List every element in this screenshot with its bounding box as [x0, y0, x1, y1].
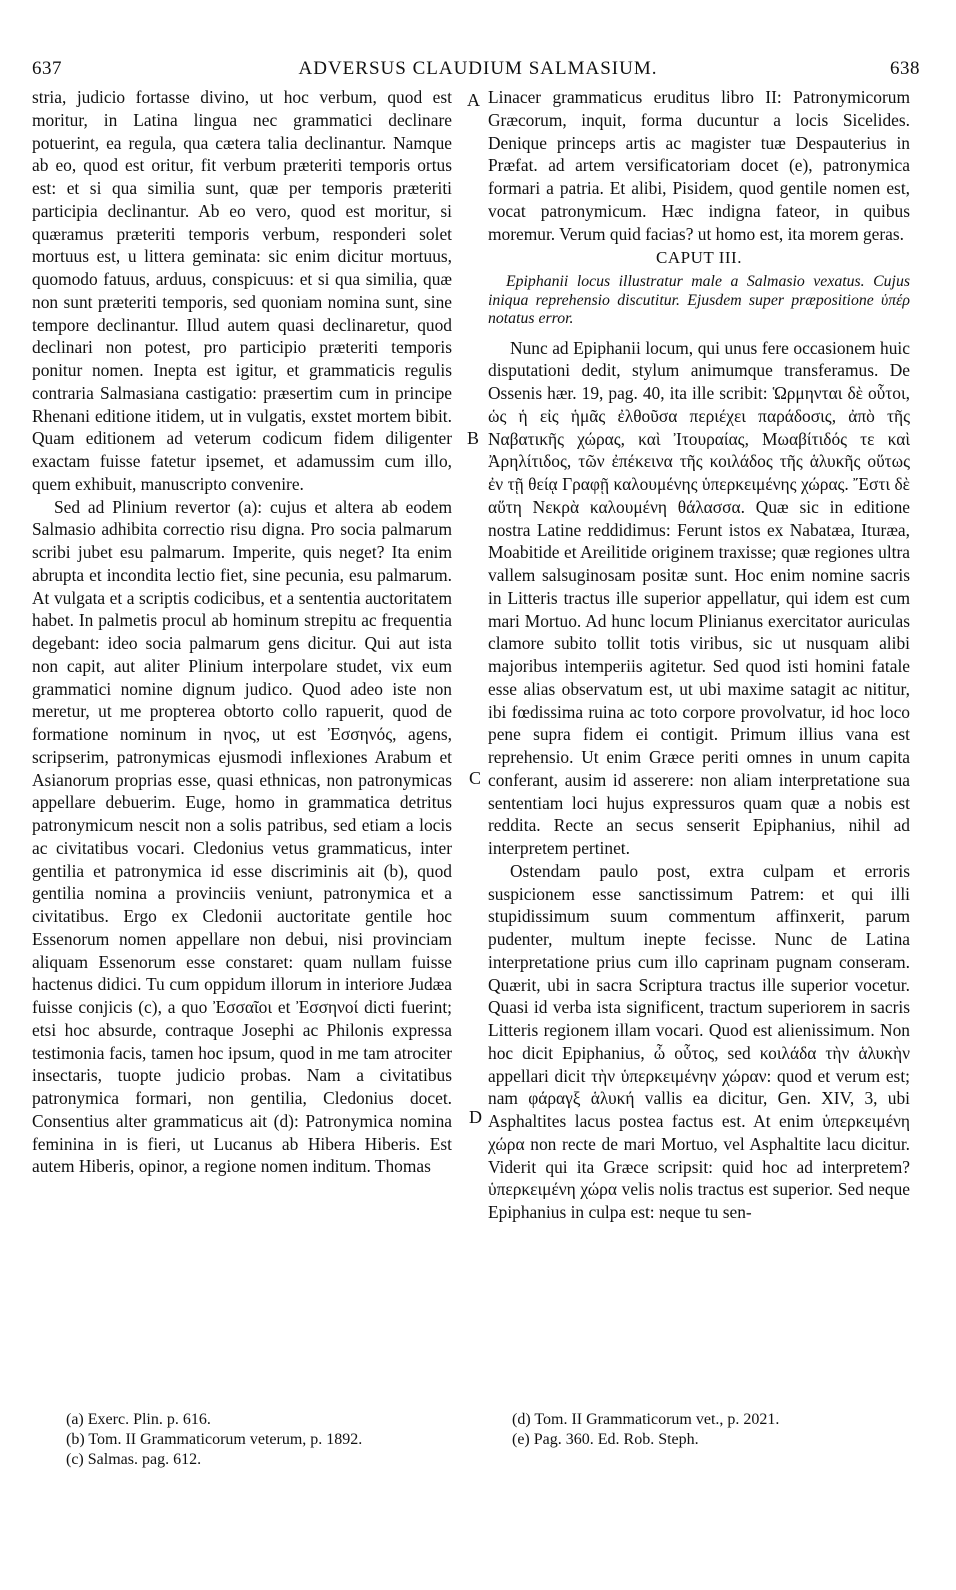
page-number-right: 638	[890, 58, 920, 79]
right-column	[488, 86, 910, 1224]
paragraph: Nunc ad Epiphanii locum, qui unus fere occasionem huic disputationi dedit, stylum animumque transferamus. De Ossenis hær. 19, pag. 40, ita ille scribit: Ὡρμηνται δὲ οὗτοι, ὡς ἡ εἰς ἡμᾶς ἐλθοῦσα περιέχει παράδοσις, ἀπὸ τῆς Ναβατικῆς χώρας, καὶ Ἰτουραίας, Μωαβίτιδός τε καὶ Ἀρηλίτιδος, τῶν ἐπέκεινα τῆς κοιλάδος τῆς ἁλυκῆς οὕτως ἐν τῇ θείᾳ Γραφῇ καλουμένης ὑπερκειμένης χώρας. Ἔστι δὲ αὕτη Νεκρὰ καλουμένη θάλασσα. Quæ sic in editione nostra Latine reddidimus: Ferunt istos ex Nabatæa, Ituræa, Moabitide et Areilitide originem traxisse; quæ regiones ultra vallem salsuginosam positæ sunt. Hoc enim nomine sacris in Litteris tractus ille superior appellatur, qui idem est cum mari Mortuo. Ad hunc locum Plinianus exercitator auriculas clamore subito tollit totis viribus, sic ut nusquam alibi majoribus intemperiis agitetur. Sed quod isti homini fatale esse alias observatum est, ut ubi maxime satagit ac nititur, ibi fœdissima ruina ac toto corpore provolvatur, id hoc loco pene supra fidem ei contigit. Primum illius vana est reprehensio. Ut enim Græce periti omnes in unum capita conferant, ausim id asserere: non aliam interpretatione sua sententiam loci hujus expressuros quam quæ a nobis est reddita. Recte an secus senserit Epiphanius, nihil ad interpretem pertinet.	[488, 337, 910, 858]
margin-marker-a: A	[467, 90, 480, 110]
footnote: (c) Salmas. pag. 612.	[66, 1451, 202, 1468]
margin-marker-c: C	[469, 768, 482, 788]
left-column	[32, 86, 452, 1178]
margin-marker-b: B	[467, 428, 480, 448]
running-title: ADVERSUS CLAUDIUM SALMASIUM.	[298, 58, 658, 79]
page-number-left: 637	[32, 58, 62, 79]
footnote: (b) Tom. II Grammaticorum veterum, p. 1892.	[66, 1431, 363, 1448]
footnote: (e) Pag. 360. Ed. Rob. Steph.	[512, 1431, 699, 1448]
paragraph: stria, judicio fortasse divino, ut hoc verbum, quod est moritur, in Latina lingua nec grammatici declinare potuerint, ea regula, qua cætera talia declinantur. Namque ab eo, quod est oritur, fit verbum præteriti temporis ortus est: et si qua similia sunt, quæ per temporis præteriti participia declinantur. Ab eo vero, quod est moritur, si quæramus præteriti temporis verbum, responderi solet mortuus est, u littera geminata: sic enim dicitur mortuus, quomodo fatuus, arduus, conspicuus: et si qua similia, quæ non sunt præteriti temporis, sed quoniam nomina sunt, sine tempore declinantur. Illud autem quasi declinaretur, quod declinari non potest, pro participio præteriti temporis ponitur nomen. Inepta est igitur, et grammaticis regulis contraria Salmasiana castigatio: præsertim cum in principe Rhenani editione itidem, ut in vulgatis, exstet mortem bibit. Quam editionem ad veterum codicum fidem diligenter exactam fuisse fatetur ipsemet, et adamussim cum illo, quem exhibuit, manuscripto convenire.	[32, 87, 452, 494]
chapter-heading: CAPUT III.	[656, 248, 742, 268]
footnotes-left	[66, 1410, 426, 1470]
paragraph: Sed ad Plinium revertor (a): cujus et altera ab eodem Salmasio adhibita correctio risu digna. Pro socia palmarum scribi jubet esu palmarum. Imperite, quis neget? Ita enim abrupta et incondita lectio fiet, sine pecunia, esu palmarum. At vulgata et a scriptis codicibus, et a sententia auctoritatem habet. In palmetis procul ab hominum strepitu ac frequentia degebant: ideo socia palmarum gens dicitur. Qui aut ista non capit, aut aliter Plinium interpolare studet, vix eum grammatici nomine dignum judico. Quod adeo iste non meretur, ut me propterea obtorto collo rapuerit, quod de formatione nominum in ηνος, ut est Ἐσσηνός, agens, scripserim, patronymicas ejusmodi inflexiones Arabum et Asianorum proprias esse, quasi ethnicas, non patronymicas appellare debuerim. Euge, homo in grammatica detritus patronymicum nescit non a solis patribus, sed etiam a locis ac civitatibus vocari. Cledonius vetus grammaticus, inter gentilia et patronymica id esse discriminis ait (b), quod gentilia nomina a provinciis veniunt, patronymica et a civitatibus. Ergo ex Cledonii auctoritate gentile hoc Essenorum nomen appellare non debui, nisi provinciam aliquam Essenorum esse constaret: quam nullam fuisse hactenus didici. Tu cum oppidum illorum in interiore Judæa fuisse conjicis (c), a quo Ἐσσαῖοι et Ἐσσηνοί dicti fuerint; etsi hoc absurde, contraque Josephi ac Philonis expressa testimonia facis, tamen hoc ipsum, quod in me tam atrociter insectaris, tuopte judicio probas. Nam a civitatibus patronymica formari, non gentilia, Cledonius docet. Consentius alter grammaticus ait (d): Patronymica nomina feminina in is fieri, ut Lucanus ab Hibera Hiberis. Est autem Hiberis, opinor, a regione nomen inditum. Thomas	[32, 496, 452, 1177]
footnotes-right	[512, 1410, 892, 1450]
margin-marker-d: D	[469, 1107, 482, 1127]
footnote: (a) Exerc. Plin. p. 616.	[66, 1411, 211, 1428]
chapter-summary: Epiphanii locus illustratur male a Salmasio vexatus. Cujus iniqua reprehensio discutitur. Ejusdem super præpositione ὑπέρ notatus error.	[488, 273, 910, 327]
footnote: (d) Tom. II Grammaticorum vet., p. 2021.	[512, 1411, 780, 1428]
paragraph: Ostendam paulo post, extra culpam et erroris suspicionem esse sanctissimum Patrem: et qui illi stupidissimum suum commentum affinxerit, parum pudenter, multum inepte fecisse. Nunc de Latina interpretatione prius cum illo caprinam pugnam conseram. Quærit, ubi in sacra Scriptura tractus ille superior vocetur. Quasi id verba ista significent, tractum superiorem in sacris Litteris regionem illam vocari. Quod est alienissimum. Non hoc dicit Epiphanius, ὦ οὗτος, sed κοιλάδα τὴν ἁλυκὴν appellari dicit τὴν ὑπερκειμένην χώραν: quod et verum est; nam φάραγξ ἁλυκή vallis ea dicitur, Gen. XIV, 3, ubi Asphaltites lacus postea factus est. At enim ὑπερκειμένη χώρα non recte de mari Mortuo, vel Asphaltite lacu dicitur. Viderit qui ita Græce scripsit: quid hoc ad interpretem? ὑπερκειμένη χώρα velis nolis tractus est superior. Sed neque Epiphanius in culpa est: neque tu sen-	[488, 860, 910, 1222]
paragraph-continuation: Linacer grammaticus eruditus libro II: Patronymicorum Græcorum, inquit, forma ducuntur a locis Sicelides. Denique princeps artis ac magister tuæ Despauterius in Præfat. ad artem versificatoriam docet (e), patronymica formari a patria. Et alibi, Pisidem, quod gentile nomen est, vocat patronymicum. Hæc indigna fateor, in quibus moremur. Verum quid facias? ut homo est, ita morem geras.	[488, 87, 910, 244]
